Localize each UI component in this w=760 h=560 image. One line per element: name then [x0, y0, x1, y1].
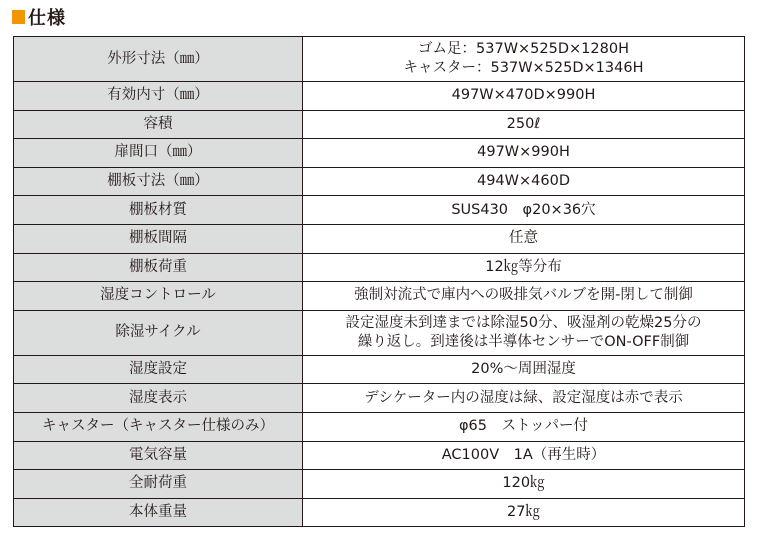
table-row [14, 253, 745, 282]
spec-label: 棚板寸法（㎜） [14, 167, 303, 196]
spec-label: 外形寸法（㎜） [14, 37, 303, 82]
spec-label: 本体重量 [14, 498, 303, 527]
spec-value-line: AC100V 1A（再生時） [441, 446, 606, 463]
spec-value-line: 250ℓ [506, 115, 541, 132]
table-row [14, 224, 745, 253]
section-marker-icon [12, 10, 25, 24]
spec-value-line: 494W×460D [476, 173, 570, 190]
spec-value [303, 82, 745, 111]
spec-value [303, 470, 745, 499]
spec-label: 湿度コントロール [14, 282, 303, 311]
spec-value-line: 497W×470D×990H [451, 87, 596, 104]
spec-value [303, 139, 745, 168]
table-row [14, 355, 745, 384]
spec-label: 有効内寸（㎜） [14, 82, 303, 111]
spec-value [303, 412, 745, 441]
spec-value-line: SUS430 φ20×36穴 [451, 201, 596, 218]
spec-label: 除湿サイクル [14, 310, 303, 355]
table-row [14, 196, 745, 225]
spec-value [303, 282, 745, 311]
spec-value-line: 12㎏等分布 [485, 258, 562, 275]
spec-value-line: デシケーター内の湿度は緑、設定湿度は赤で表示 [364, 389, 683, 406]
spec-label: 棚板材質 [14, 196, 303, 225]
spec-value [303, 253, 745, 282]
spec-label: 扉間口（㎜） [14, 139, 303, 168]
section-heading [12, 5, 66, 29]
spec-label: 湿度設定 [14, 355, 303, 384]
spec-label: 棚板荷重 [14, 253, 303, 282]
table-row [14, 384, 745, 413]
table-row [14, 470, 745, 499]
table-row [14, 441, 745, 470]
spec-label: 湿度表示 [14, 384, 303, 413]
spec-label: 電気容量 [14, 441, 303, 470]
table-row [14, 412, 745, 441]
spec-value [303, 441, 745, 470]
table-row [14, 167, 745, 196]
spec-value-line: 設定湿度未到達までは除湿50分、吸湿剤の乾燥25分の [345, 314, 702, 331]
spec-value [303, 224, 745, 253]
spec-value [303, 167, 745, 196]
spec-value [303, 310, 745, 355]
table-row [14, 310, 745, 355]
table-row [14, 139, 745, 168]
spec-value [303, 196, 745, 225]
spec-table [13, 36, 745, 527]
spec-value-line: 任意 [509, 230, 538, 247]
spec-value-line: ゴム足：537W×525D×1280H [418, 41, 629, 57]
spec-value-line: 497W×990H [477, 144, 570, 161]
spec-value-line: 120㎏ [502, 475, 545, 492]
spec-value [303, 498, 745, 527]
table-row [14, 82, 745, 111]
spec-label: 全耐荷重 [14, 470, 303, 499]
spec-value-line: 20%～周囲湿度 [471, 361, 576, 378]
table-row [14, 282, 745, 311]
section-title: 仕様 [28, 8, 66, 29]
spec-label: 棚板間隔 [14, 224, 303, 253]
table-row [14, 110, 745, 139]
spec-value-line: 繰り返し。到達後は半導体センサーでON-OFF制御 [357, 333, 690, 350]
spec-value-line: 27㎏ [507, 504, 540, 521]
spec-value-line: φ65 ストッパー付 [458, 418, 589, 435]
table-row [14, 498, 745, 527]
spec-label: キャスター（キャスター仕様のみ） [14, 412, 303, 441]
table-row [14, 37, 745, 82]
spec-value [303, 355, 745, 384]
spec-value-line: キャスター：537W×525D×1346H [403, 60, 644, 76]
spec-label: 容積 [14, 110, 303, 139]
spec-value [303, 110, 745, 139]
spec-value [303, 37, 745, 82]
spec-value [303, 384, 745, 413]
spec-value-line: 強制対流式で庫内への吸排気バルブを開-閉して制御 [354, 287, 693, 304]
